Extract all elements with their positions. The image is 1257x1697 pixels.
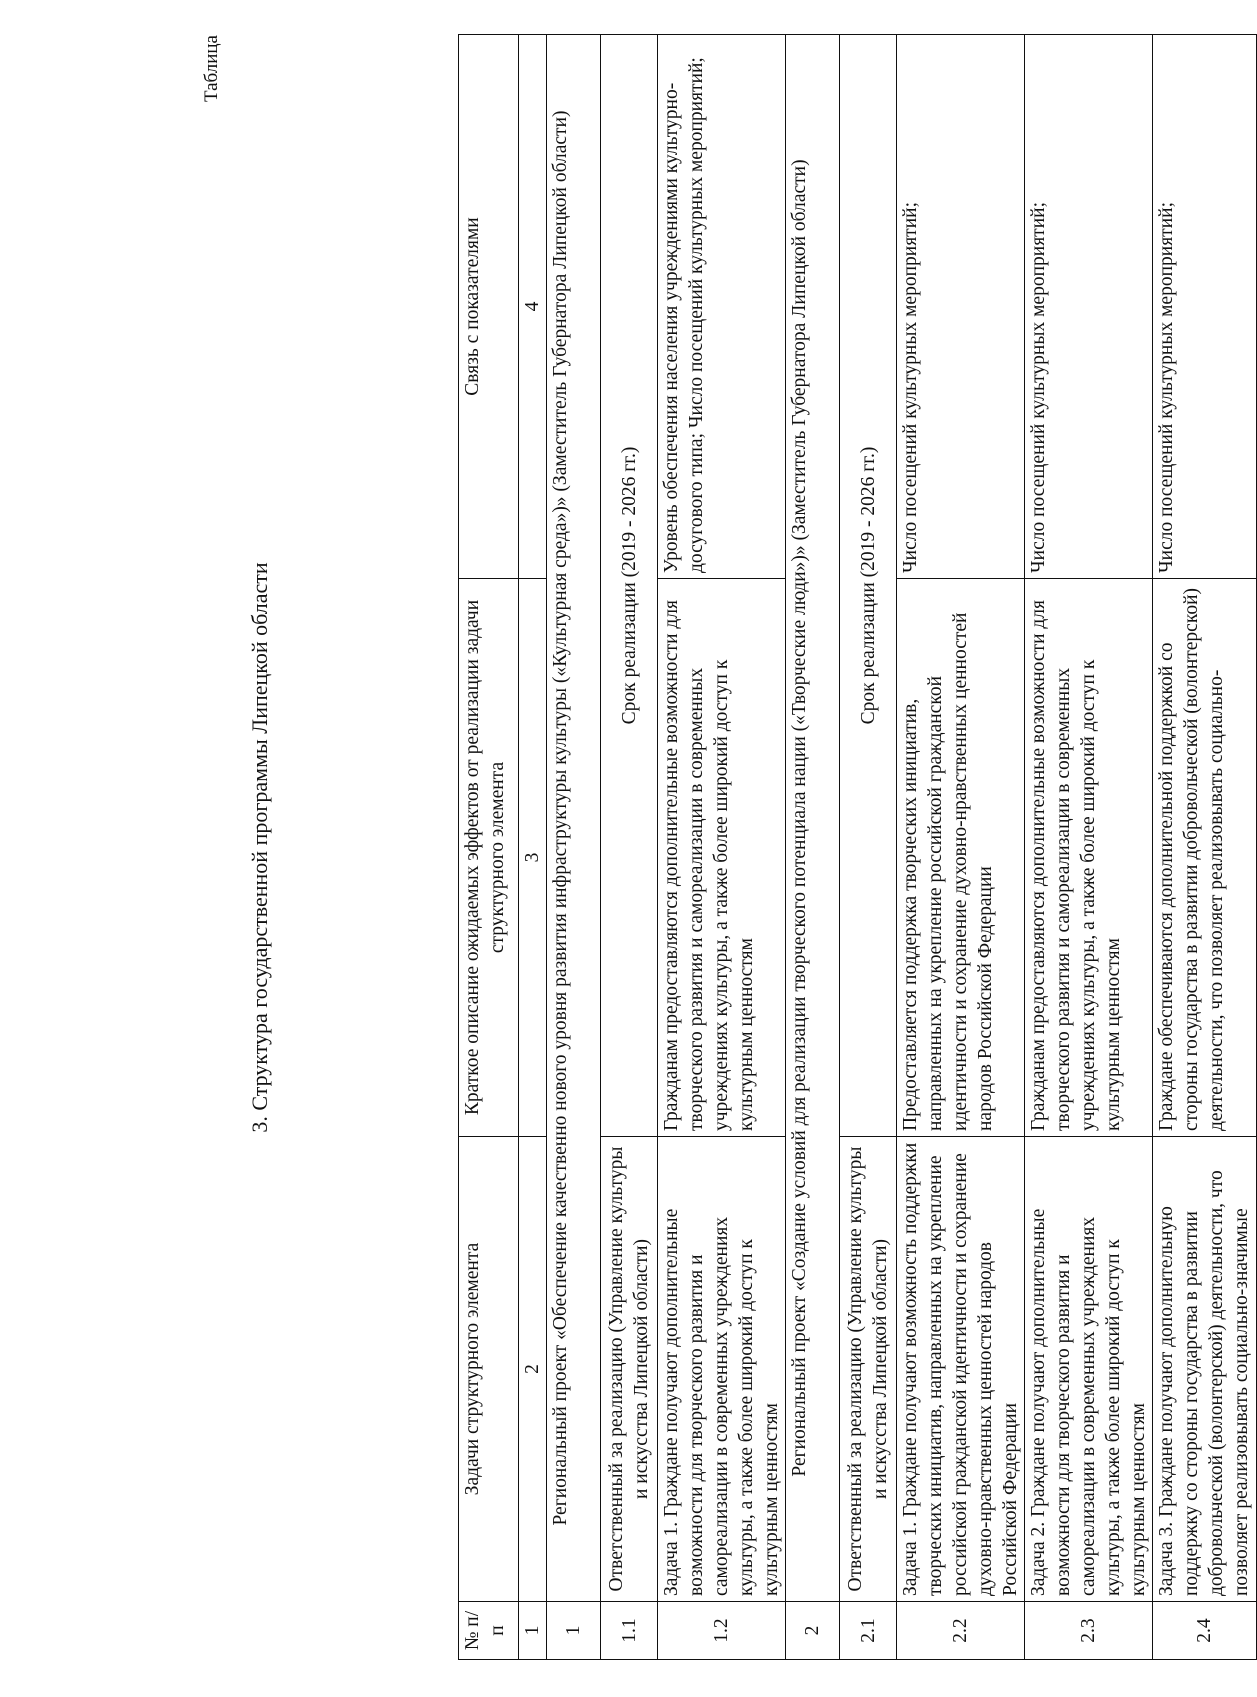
effect-text: Гражданам предоставляются дополнительные возможности для творческого развития и самореализации в современных учреждениях культуры, а также более широкий доступ к культурным ценностям <box>658 579 786 1137</box>
table-caption: Таблица <box>201 35 222 103</box>
rotated-page <box>200 35 1252 1660</box>
responsible-row <box>601 35 658 1660</box>
header-num: № п/п <box>459 1602 519 1660</box>
task-row <box>658 35 786 1660</box>
column-numbers-row <box>519 35 547 1660</box>
task-text: Задача 2. Граждане получают дополнительные возможности для творческого развития и самореализации в современных учреждениях культуры, а также более широкий доступ к культурным ценностям <box>1025 1137 1153 1602</box>
task-row <box>897 35 1025 1660</box>
indicators-text: Число посещений культурных мероприятий; <box>1153 35 1257 579</box>
row-number: 2.2 <box>897 1602 1025 1660</box>
responsible-text: Ответственный за реализацию (Управление культуры и искусства Липецкой области) <box>840 1137 897 1602</box>
section-row <box>786 35 840 1660</box>
column-number: 1 <box>519 1602 547 1660</box>
header-tasks: Задачи структурного элемента <box>459 1137 519 1602</box>
table-header-row <box>459 35 519 1660</box>
section-number: 2 <box>786 1602 840 1660</box>
indicators-text: Число посещений культурных мероприятий; <box>1025 35 1153 579</box>
indicators-text: Уровень обеспечения населения учреждениями культурно-досугового типа; Число посещений культурных мероприятий; <box>658 35 786 579</box>
page-title: 3. Структура государственной программы Липецкой области <box>247 562 272 1133</box>
task-row <box>1153 35 1257 1660</box>
section-number: 1 <box>547 1602 601 1660</box>
effect-text: Предоставляется поддержка творческих инициатив, направленных на укрепление российской гражданской идентичности и сохранение духовно-нравственных ценностей народов Российской Федерации <box>897 579 1025 1137</box>
responsible-row <box>840 35 897 1660</box>
column-number: 3 <box>519 579 547 1137</box>
implementation-period: Срок реализации (2019 - 2026 гг.) <box>601 35 658 1137</box>
implementation-period: Срок реализации (2019 - 2026 гг.) <box>840 35 897 1137</box>
task-row <box>1025 35 1153 1660</box>
task-text: Задача 3. Граждане получают дополнительную поддержку со стороны государства в развитии добровольческой (волонтерской) деятельности, что позволяет реализовывать социально-значимые <box>1153 1137 1257 1602</box>
header-effects: Краткое описание ожидаемых эффектов от реализации задачи структурного элемента <box>459 579 519 1137</box>
responsible-text: Ответственный за реализацию (Управление культуры и искусства Липецкой области) <box>601 1137 658 1602</box>
row-number: 1.2 <box>658 1602 786 1660</box>
section-title: Региональный проект «Обеспечение качественно нового уровня развития инфраструктуры культуры («Культурная среда»)» (Заместитель Губернатора Липецкой области) <box>547 35 601 1602</box>
section-title: Региональный проект «Создание условий для реализации творческого потенциала нации («Творческие люди»)» (Заместитель Губернатора Липецкой области) <box>786 35 840 1602</box>
header-indicators: Связь с показателями <box>459 35 519 579</box>
task-text: Задача 1. Граждане получают дополнительные возможности для творческого развития и самореализации в современных учреждениях культуры, а также более широкий доступ к культурным ценностям <box>658 1137 786 1602</box>
effect-text: Гражданам предоставляются дополнительные возможности для творческого развития и самореализации в современных учреждениях культуры, а также более широкий доступ к культурным ценностям <box>1025 579 1153 1137</box>
effect-text: Граждане обеспечиваются дополнительной поддержкой со стороны государства в развитии добровольческой (волонтерской) деятельности, что позволяет реализовывать социально- <box>1153 579 1257 1137</box>
column-number: 2 <box>519 1137 547 1602</box>
task-text: Задача 1. Граждане получают возможность поддержки творческих инициатив, направленных на укрепление российской гражданской идентичности и сохранение духовно-нравственных ценностей народов Российской Федерации <box>897 1137 1025 1602</box>
indicators-text: Число посещений культурных мероприятий; <box>897 35 1025 579</box>
column-number: 4 <box>519 35 547 579</box>
row-number: 2.1 <box>840 1602 897 1660</box>
row-number: 2.4 <box>1153 1602 1257 1660</box>
structure-table <box>458 34 1257 1660</box>
row-number: 2.3 <box>1025 1602 1153 1660</box>
row-number: 1.1 <box>601 1602 658 1660</box>
section-row <box>547 35 601 1660</box>
